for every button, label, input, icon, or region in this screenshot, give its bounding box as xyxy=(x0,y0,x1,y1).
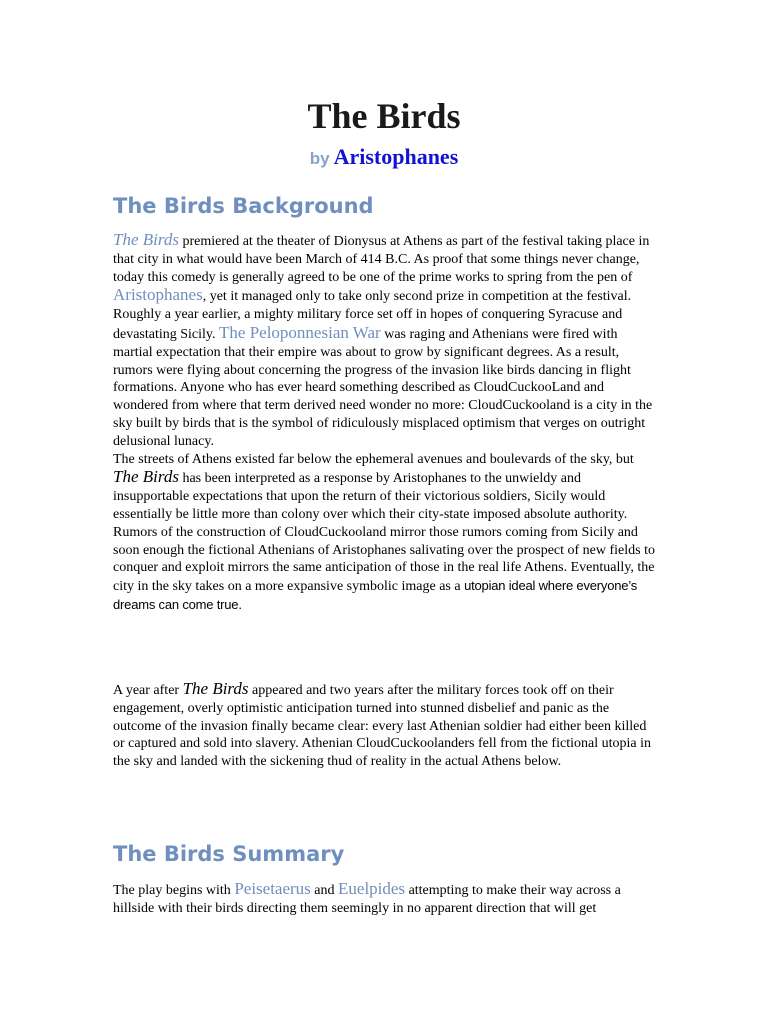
text-run: has been interpreted as a response by Aristophanes to the unwieldy and insupportable expectations that upon the return of their victorious soldiers, Sicily would essentially be little more than colony over which their city-state imposed absolute authority. xyxy=(113,471,628,522)
text-run: utopian ideal where everyone’s dreams can come true. xyxy=(113,578,638,612)
background-text-2 xyxy=(113,680,658,771)
text-run: A year after xyxy=(113,683,183,698)
text-run: The play begins with xyxy=(113,883,235,898)
document-title: The Birds xyxy=(307,96,461,136)
text-run: attempting to make their way across a hillside with their birds directing them seemingly in no apparent direction that will get xyxy=(113,883,621,916)
text-run: The streets of Athens existed far below the ephemeral avenues and boulevards of the sky, but xyxy=(113,451,634,467)
link-aristophanes[interactable]: Aristophanes xyxy=(113,285,203,305)
author-name: Aristophanes xyxy=(333,144,459,169)
text-run: Rumors of the construction of CloudCuckooland mirror those rumors coming from Sicily and soon enough the fictional Athenians of Aristophanes salivating over the prospect of new fields to conquer and exploit mirrors the same anticipation of those in the real life Athens. Eventually, the city in the sky takes on a more expansive symbolic image as a xyxy=(113,524,655,595)
text-run: , yet it managed only to take only second prize in competition at the festival. xyxy=(202,289,632,305)
byline xyxy=(0,143,768,174)
text-run: appeared and two years after the military forces took off on their engagement, overly optimistic anticipation turned into stunned disbelief and panic as the outcome of the invasion finally became clear: every last Athenian soldier had either been killed or captured and sold into slavery. Athenian CloudCuckoolanders fell from the fictional utopia in the sky and landed with the sickening thud of reality in the actual Athens below. xyxy=(113,683,651,770)
text-run: and xyxy=(310,883,339,898)
summary-text xyxy=(113,880,658,918)
section-heading-summary: The Birds Summary xyxy=(113,842,345,866)
background-text xyxy=(113,231,658,615)
link-peloponnesian-war[interactable]: The Peloponnesian War xyxy=(219,322,381,342)
link-the-birds[interactable]: The Birds xyxy=(113,230,179,249)
section-heading-background: The Birds Background xyxy=(113,194,374,218)
link-euelpides[interactable]: Euelpides xyxy=(338,879,406,898)
text-run: Roughly a year earlier, a mighty military force set off in hopes of conquering Syracuse and devastating Sicily. xyxy=(113,307,623,342)
by-label: by xyxy=(309,149,330,168)
link-peisetaerus[interactable]: Peisetaerus xyxy=(234,879,311,898)
text-run: was raging and Athenians were fired with martial expectation that their empire was about to grow by significant degrees. As a result, rumors were flying about concerning the progress of the invasion like birds dancing in flight formations. Anyone who has ever heard something described as CloudCuckooLand and wondered from where that term derived need wonder no more: CloudCuckooland is a city in the sky built by birds that is the symbol of ridiculously misplaced optimism that verges on outright delusional lunacy. xyxy=(113,326,653,449)
emphasis-the-birds: The Birds xyxy=(113,467,179,487)
emphasis-the-birds: The Birds xyxy=(182,679,249,698)
text-run: premiered at the theater of Dionysus at Athens as part of the festival taking place in that city in what would have been March of 414 B.C. As proof that some things never change, today this comedy is generally agreed to be one of the prime works to spring from the pen of xyxy=(113,234,650,285)
